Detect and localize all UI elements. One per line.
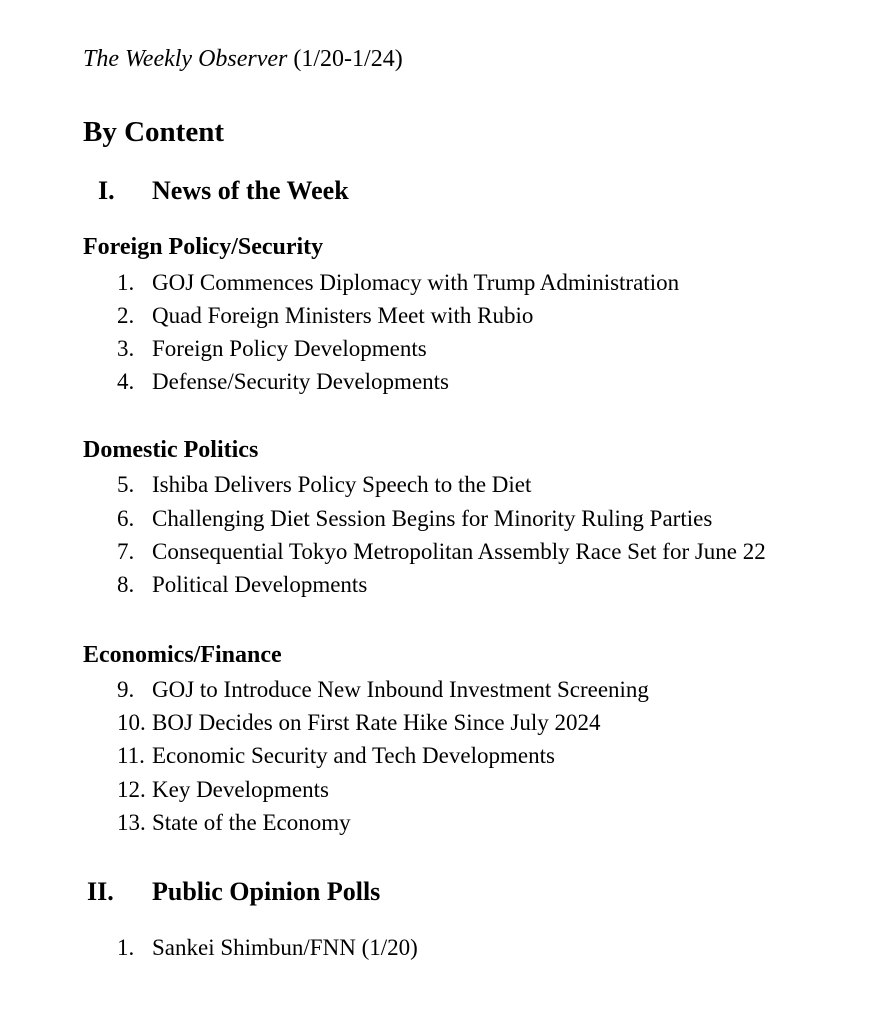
item-text: Ishiba Delivers Policy Speech to the Diet (152, 472, 532, 497)
item-number: 8. (117, 572, 135, 597)
group-heading-economics-finance: Economics/Finance (83, 642, 282, 668)
item-number: 2. (117, 303, 135, 328)
toc-item[interactable] (117, 742, 817, 770)
item-number: 12. (117, 777, 146, 802)
section-title: Public Opinion Polls (152, 877, 381, 906)
document-title (83, 44, 403, 74)
toc-item[interactable] (117, 571, 857, 599)
item-text: Economic Security and Tech Developments (152, 743, 555, 768)
toc-item[interactable] (117, 269, 817, 297)
toc-item[interactable] (117, 471, 857, 499)
item-text: Consequential Tokyo Metropolitan Assembly Race Set for June 22 (152, 539, 766, 564)
item-number: 7. (117, 539, 135, 564)
section-numeral: II. (87, 877, 114, 906)
toc-item[interactable] (117, 302, 817, 330)
item-number: 6. (117, 506, 135, 531)
item-text: GOJ to Introduce New Inbound Investment Screening (152, 677, 649, 702)
item-number: 11. (117, 743, 145, 768)
section-heading-public-opinion-polls (87, 876, 487, 908)
toc-item[interactable] (117, 776, 817, 804)
item-text: GOJ Commences Diplomacy with Trump Administration (152, 270, 680, 295)
toc-item[interactable] (117, 368, 817, 396)
publication-name: The Weekly Observer (83, 46, 288, 72)
date-range: (1/20-1/24) (293, 46, 403, 72)
toc-item[interactable] (117, 335, 817, 363)
item-number: 13. (117, 810, 146, 835)
toc-item[interactable] (117, 809, 817, 837)
item-text: Sankei Shimbun/FNN (1/20) (152, 935, 418, 960)
main-heading: By Content (83, 116, 224, 148)
item-text: Challenging Diet Session Begins for Minority Ruling Parties (152, 506, 713, 531)
item-text: Defense/Security Developments (152, 369, 449, 394)
toc-item[interactable] (117, 505, 857, 533)
item-number: 4. (117, 369, 135, 394)
toc-item[interactable] (117, 934, 617, 962)
item-number: 10. (117, 710, 146, 735)
section-heading-news-of-the-week (98, 175, 498, 207)
group-heading-foreign-policy-security: Foreign Policy/Security (83, 234, 324, 260)
section-title: News of the Week (152, 176, 349, 205)
item-number: 1. (117, 935, 135, 960)
toc-item[interactable] (117, 709, 817, 737)
item-text: Foreign Policy Developments (152, 336, 427, 361)
toc-item[interactable] (117, 538, 857, 566)
item-text: Quad Foreign Ministers Meet with Rubio (152, 303, 534, 328)
section-numeral: I. (98, 176, 115, 205)
item-text: Key Developments (152, 777, 329, 802)
item-number: 1. (117, 270, 135, 295)
item-number: 9. (117, 677, 135, 702)
toc-item[interactable] (117, 676, 817, 704)
item-number: 3. (117, 336, 135, 361)
item-text: State of the Economy (152, 810, 351, 835)
group-heading-domestic-politics: Domestic Politics (83, 437, 259, 463)
item-text: Political Developments (152, 572, 368, 597)
item-number: 5. (117, 472, 135, 497)
item-text: BOJ Decides on First Rate Hike Since July 2024 (152, 710, 601, 735)
